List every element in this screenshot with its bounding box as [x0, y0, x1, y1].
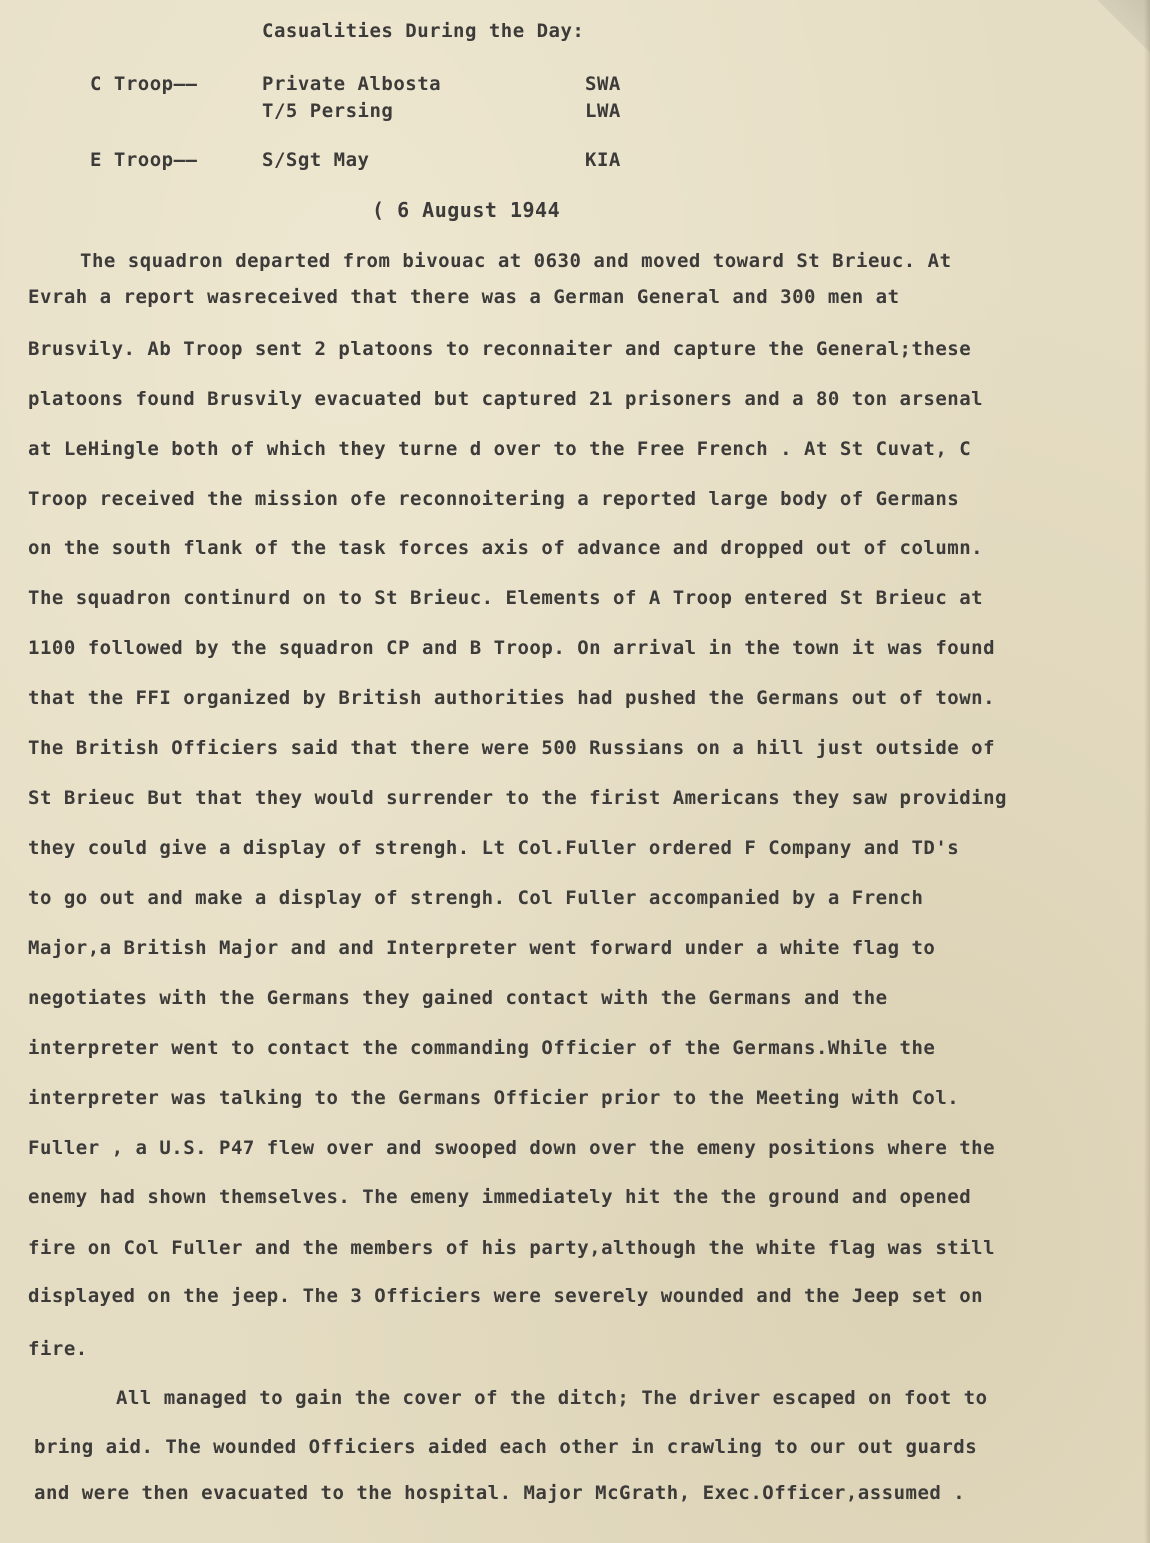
casualty-status: LWA: [585, 100, 621, 122]
page-edge-shadow: [1144, 0, 1150, 1543]
body-line: 1100 followed by the squadron CP and B Troop. On arrival in the town it was found: [28, 637, 996, 659]
body-line: to go out and make a display of strengh. Col Fuller accompanied by a French: [28, 887, 924, 909]
body-line: negotiates with the Germans they gained contact with the Germans and the: [28, 987, 888, 1009]
body-line: interpreter went to contact the commanding Officier of the Germans.While the: [28, 1037, 936, 1059]
casualty-name: Private Albosta: [262, 73, 442, 95]
body-line: they could give a display of strengh. Lt Col.Fuller ordered F Company and TD's: [28, 837, 960, 859]
body-line: interpreter was talking to the Germans Officier prior to the Meeting with Col.: [28, 1087, 960, 1109]
body-line: Brusvily. Ab Troop sent 2 platoons to reconnaiter and capture the General;these: [28, 338, 972, 360]
folded-corner: [1080, 0, 1150, 60]
body-line: enemy had shown themselves. The emeny immediately hit the the ground and opened: [28, 1186, 972, 1208]
body-line: St Brieuc But that they would surrender to the firist Americans they saw providing: [28, 787, 1007, 809]
body-line: displayed on the jeep. The 3 Officiers were severely wounded and the Jeep set on: [28, 1285, 984, 1307]
casualty-status: SWA: [585, 73, 621, 95]
body-line: The squadron continurd on to St Brieuc. Elements of A Troop entered St Brieuc at: [28, 587, 984, 609]
body-line: fire on Col Fuller and the members of his party,although the white flag was still: [28, 1237, 996, 1259]
casualty-status: KIA: [585, 149, 621, 171]
casualties-heading: Casualities During the Day:: [262, 20, 585, 42]
body-line: at LeHingle both of which they turne d over to the Free French . At St Cuvat, C: [28, 438, 972, 460]
casualty-name: S/Sgt May: [262, 149, 370, 171]
body-line: and were then evacuated to the hospital. Major McGrath, Exec.Officer,assumed .: [34, 1482, 966, 1504]
casualty-troop: E Troop——: [90, 149, 198, 171]
body-line: fire.: [28, 1338, 88, 1360]
body-line: All managed to gain the cover of the ditch; The driver escaped on foot to: [116, 1387, 988, 1409]
body-line: Fuller , a U.S. P47 flew over and swooped down over the emeny positions where the: [28, 1137, 996, 1159]
casualty-troop: C Troop——: [90, 73, 198, 95]
body-line: bring aid. The wounded Officiers aided each other in crawling to our out guards: [34, 1436, 978, 1458]
body-line: Troop received the mission ofe reconnoitering a reported large body of Germans: [28, 488, 960, 510]
body-line: Major,a British Major and and Interpreter went forward under a white flag to: [28, 937, 936, 959]
body-line: Evrah a report wasreceived that there was a German General and 300 men at: [28, 286, 900, 308]
casualty-name: T/5 Persing: [262, 100, 394, 122]
body-line: on the south flank of the task forces axis of advance and dropped out of column.: [28, 537, 984, 559]
date-line: ( 6 August 1944: [372, 198, 561, 222]
body-line: The squadron departed from bivouac at 0630 and moved toward St Brieuc. At: [80, 250, 952, 272]
body-line: that the FFI organized by British authorities had pushed the Germans out of town.: [28, 687, 996, 709]
body-line: The British Officiers said that there were 500 Russians on a hill just outside of: [28, 737, 996, 759]
body-line: platoons found Brusvily evacuated but captured 21 prisoners and a 80 ton arsenal: [28, 388, 984, 410]
